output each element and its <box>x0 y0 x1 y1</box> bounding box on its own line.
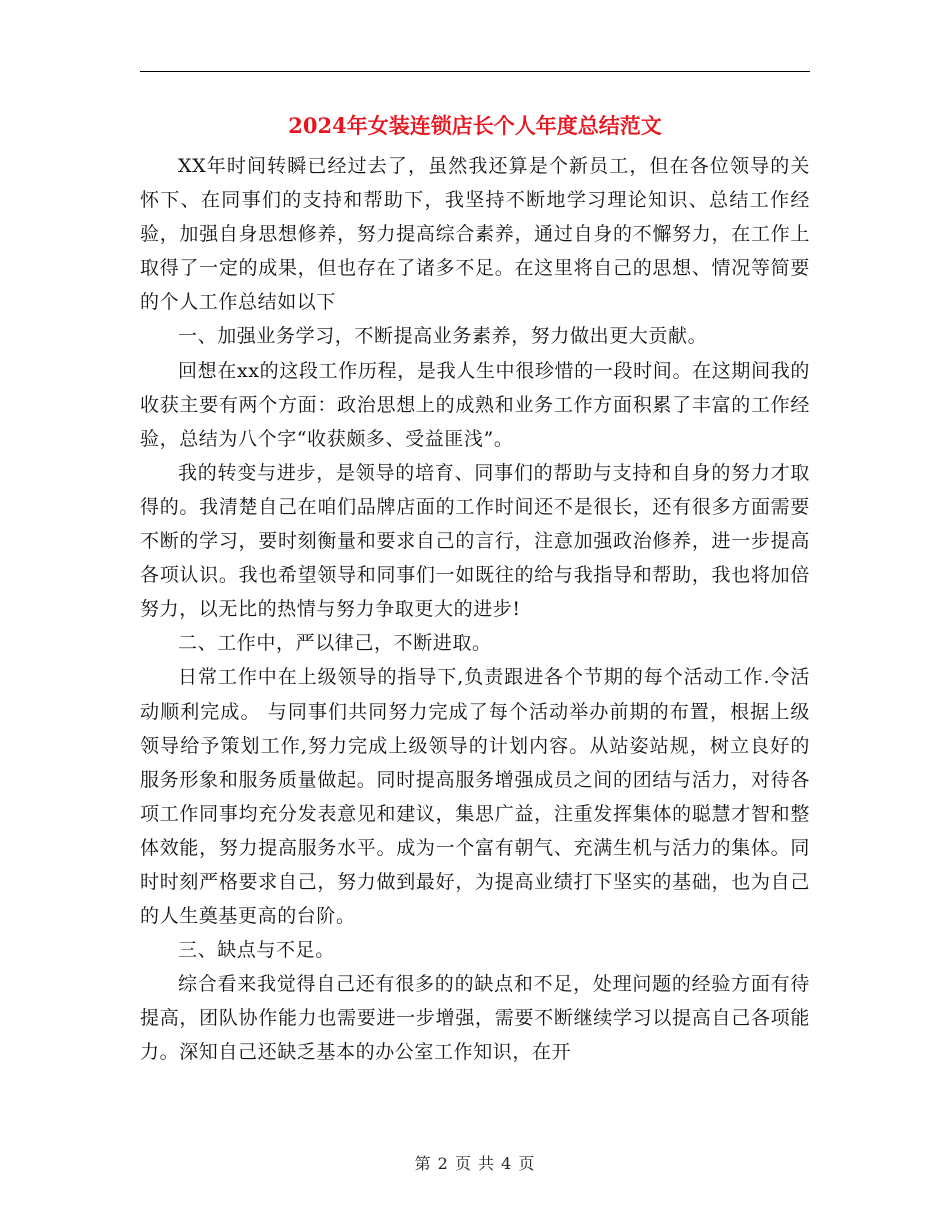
section-heading-2: 二、工作中，严以律己，不断进取。 <box>178 632 492 655</box>
document-body <box>140 149 810 1070</box>
paragraph-intro: XX年时间转瞬已经过去了，虽然我还算是个新员工，但在各位领导的关怀下、在同事们的支持和帮助下，我坚持不断地学习理论知识、总结工作经验，加强自身思想修养，努力提高综合素养，通过自身的不懈努力，在工作上取得了一定的成果，但也存在了诸多不足。在这里将自己的思想、情况等简要的个人工作总结如以下 <box>140 155 810 314</box>
paragraph-1a: 回想在xx的这段工作历程，是我人生中很珍惜的一段时间。在这期间我的收获主要有两个方面：政治思想上的成熟和业务工作方面积累了丰富的工作经验，总结为八个字“收获颇多、受益匪浅”。 <box>140 359 810 450</box>
section-heading-3: 三、缺点与不足。 <box>178 939 335 962</box>
document-title: 2024年女装连锁店长个人年度总结范文 <box>288 113 662 138</box>
header-rule <box>140 71 810 72</box>
paragraph-2a: 日常工作中在上级领导的指导下,负责跟进各个节期的每个活动工作.令活动顺利完成。 与同事们共同努力完成了每个活动举办前期的布置，根据上级领导给予策划工作,努力完成上级领导的计划内容。从站姿站规，树立良好的服务形象和服务质量做起。同时提高服务增强成员之间的团结与活力，对待各项工作同事均充分发表意见和建议，集思广益，注重发挥集体的聪慧才智和整体效能，努力提高服务水平。成为一个富有朝气、充满生机与活力的集体。同时时刻严格要求自己，努力做到最好，为提高业绩打下坚实的基础，也为自己的人生奠基更高的台阶。 <box>140 666 810 928</box>
page-number-footer: 第 2 页 共 4 页 <box>414 1154 536 1173</box>
paragraph-3a: 综合看来我觉得自己还有很多的的缺点和不足，处理问题的经验方面有待提高，团队协作能力也需要进一步增强，需要不断继续学习以提高自己各项能力。深知自己还缺乏基本的办公室工作知识，在开 <box>140 973 810 1064</box>
paragraph-1b: 我的转变与进步，是领导的培育、同事们的帮助与支持和自身的努力才取得的。我清楚自己在咱们品牌店面的工作时间还不是很长，还有很多方面需要不断的学习，要时刻衡量和要求自己的言行，注意加强政治修养，进一步提高各项认识。我也希望领导和同事们一如既往的给与我指导和帮助，我也将加倍努力，以无比的热情与努力争取更大的进步! <box>140 461 810 621</box>
section-heading-1: 一、加强业务学习，不断提高业务素养，努力做出更大贡献。 <box>178 325 708 348</box>
